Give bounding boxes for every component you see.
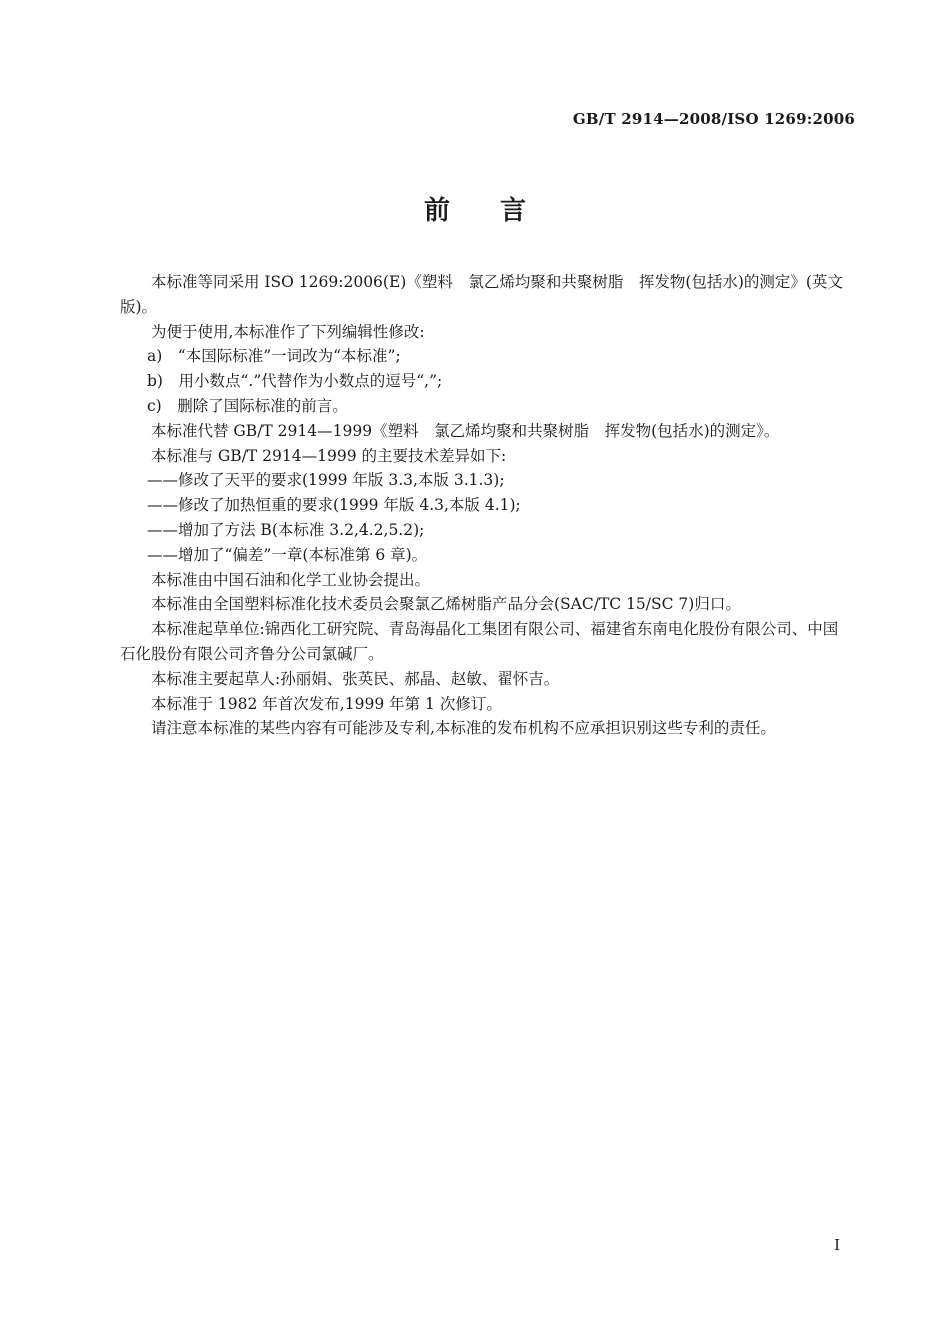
paragraph-adoption: 本标准等同采用 ISO 1269:2006(E)《塑料 氯乙烯均聚和共聚树脂 挥发物(包括水)的测定》(英文版)。 xyxy=(120,273,843,316)
standard-number: GB/T 2914—2008/ISO 1269:2006 xyxy=(572,110,855,128)
paragraph-drafters: 本标准主要起草人:孙丽娟、张英民、郝晶、赵敏、翟怀吉。 xyxy=(151,669,560,688)
paragraph-differences: 本标准与 GB/T 2914—1999 的主要技术差异如下: xyxy=(151,446,507,465)
paragraph-editorial-changes: 为便于使用,本标准作了下列编辑性修改: xyxy=(151,322,425,341)
dash-item-heating: ——修改了加热恒重的要求(1999 年版 4.3,本版 4.1); xyxy=(147,496,521,515)
paragraph-history: 本标准于 1982 年首次发布,1999 年第 1 次修订。 xyxy=(151,694,502,713)
list-item-a: a) “本国际标准”一词改为“本标准”; xyxy=(147,347,401,366)
paragraph-proposed-by: 本标准由中国石油和化学工业协会提出。 xyxy=(151,570,431,589)
list-item-b: b) 用小数点“.”代替作为小数点的逗号“,”; xyxy=(147,372,443,391)
page-number: I xyxy=(834,1236,840,1254)
page-title: 前言 xyxy=(423,196,576,226)
dash-item-method-b: ——增加了方法 B(本标准 3.2,4.2,5.2); xyxy=(147,520,425,539)
paragraph-drafting-units: 本标准起草单位:锦西化工研究院、青岛海晶化工集团有限公司、福建省东南电化股份有限公司、中国石化股份有限公司齐鲁分公司氯碱厂。 xyxy=(120,620,839,663)
foreword-body xyxy=(120,270,850,741)
paragraph-replaces: 本标准代替 GB/T 2914—1999《塑料 氯乙烯均聚和共聚树脂 挥发物(包括水)的测定》。 xyxy=(151,421,780,440)
paragraph-patent-notice: 请注意本标准的某些内容有可能涉及专利,本标准的发布机构不应承担识别这些专利的责任。 xyxy=(151,719,776,738)
list-item-c: c) 删除了国际标准的前言。 xyxy=(147,396,348,415)
dash-item-balance: ——修改了天平的要求(1999 年版 3.3,本版 3.1.3); xyxy=(147,471,505,490)
dash-item-deviation: ——增加了“偏差”一章(本标准第 6 章)。 xyxy=(147,545,428,564)
paragraph-administered-by: 本标准由全国塑料标准化技术委员会聚氯乙烯树脂产品分会(SAC/TC 15/SC 7)归口。 xyxy=(151,595,741,614)
